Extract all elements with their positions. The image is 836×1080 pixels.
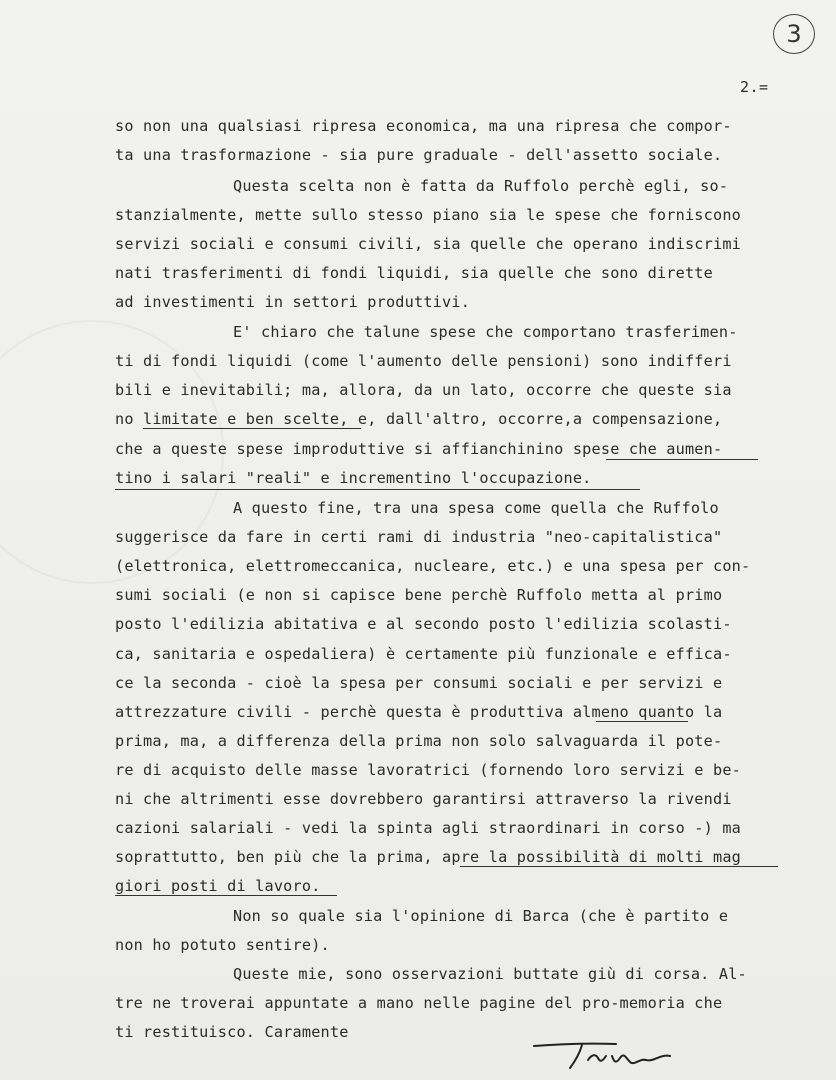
text-line: prima, ma, a differenza della prima non solo salvaguarda il pote- bbox=[115, 732, 723, 750]
text-line: ti restituisco. Caramente bbox=[115, 1023, 349, 1041]
text-line: non ho potuto sentire). bbox=[115, 936, 330, 954]
underline-mark bbox=[143, 428, 361, 429]
text-line: ad investimenti in settori produttivi. bbox=[115, 293, 471, 311]
text-line: ca, sanitaria e ospedaliera) è certamente più funzionale e effica- bbox=[115, 645, 732, 663]
underline-mark bbox=[460, 866, 778, 867]
text-line: giori posti di lavoro. bbox=[115, 877, 321, 895]
text-line: suggerisce da fare in certi rami di industria "neo-capitalistica" bbox=[115, 528, 723, 546]
text-line: re di acquisto delle masse lavoratrici (fornendo loro servizi e be- bbox=[115, 761, 742, 779]
text-line: che a queste spese improduttive si affianchinino spese che aumen- bbox=[115, 440, 723, 458]
underline-mark bbox=[596, 721, 688, 722]
text-line: sumi sociali (e non si capisce bene perchè Ruffolo metta al primo bbox=[115, 586, 723, 604]
text-line: soprattutto, ben più che la prima, apre la possibilità di molti mag bbox=[115, 848, 742, 866]
text-line: ni che altrimenti esse dovrebbero garantirsi attraverso la rivendi bbox=[115, 790, 732, 808]
underline-mark bbox=[606, 459, 758, 460]
page-stamp: 3 bbox=[773, 14, 815, 54]
text-line: E' chiaro che talune spese che comportano trasferimen- bbox=[233, 323, 738, 341]
text-line: ce la seconda - cioè la spesa per consumi sociali e per servizi e bbox=[115, 674, 723, 692]
text-line: so non una qualsiasi ripresa economica, ma una ripresa che compor- bbox=[115, 117, 732, 135]
text-line: tre ne troverai appuntate a mano nelle pagine del pro-memoria che bbox=[115, 994, 723, 1012]
text-line: no limitate e ben scelte, e, dall'altro, occorre,a compensazione, bbox=[115, 410, 723, 428]
text-line: nati trasferimenti di fondi liquidi, sia quelle che sono dirette bbox=[115, 264, 713, 282]
page-number: 2.= bbox=[740, 78, 769, 96]
text-line: servizi sociali e consumi civili, sia quelle che operano indiscrimi bbox=[115, 235, 742, 253]
text-line: posto l'edilizia abitativa e al secondo posto l'edilizia scolasti- bbox=[115, 615, 732, 633]
text-line: tino i salari "reali" e incrementino l'occupazione. bbox=[115, 469, 592, 487]
text-line: Questa scelta non è fatta da Ruffolo perchè egli, so- bbox=[233, 177, 729, 195]
underline-mark bbox=[115, 489, 640, 490]
text-line: ta una trasformazione - sia pure graduale - dell'assetto sociale. bbox=[115, 146, 723, 164]
handwritten-signature bbox=[530, 1038, 690, 1072]
text-line: stanzialmente, mette sullo stesso piano sia le spese che forniscono bbox=[115, 206, 742, 224]
text-line: Queste mie, sono osservazioni buttate giù di corsa. Al- bbox=[233, 965, 747, 983]
text-line: bili e inevitabili; ma, allora, da un lato, occorre che queste sia bbox=[115, 381, 732, 399]
text-line: A questo fine, tra una spesa come quella che Ruffolo bbox=[233, 499, 719, 517]
text-line: Non so quale sia l'opinione di Barca (che è partito e bbox=[233, 907, 729, 925]
text-line: attrezzature civili - perchè questa è produttiva almeno quanto la bbox=[115, 703, 723, 721]
text-line: (elettronica, elettromeccanica, nucleare, etc.) e una spesa per con- bbox=[115, 557, 751, 575]
text-line: ti di fondi liquidi (come l'aumento delle pensioni) sono indifferi bbox=[115, 352, 732, 370]
text-line: cazioni salariali - vedi la spinta agli straordinari in corso -) ma bbox=[115, 819, 742, 837]
underline-mark bbox=[115, 895, 337, 896]
